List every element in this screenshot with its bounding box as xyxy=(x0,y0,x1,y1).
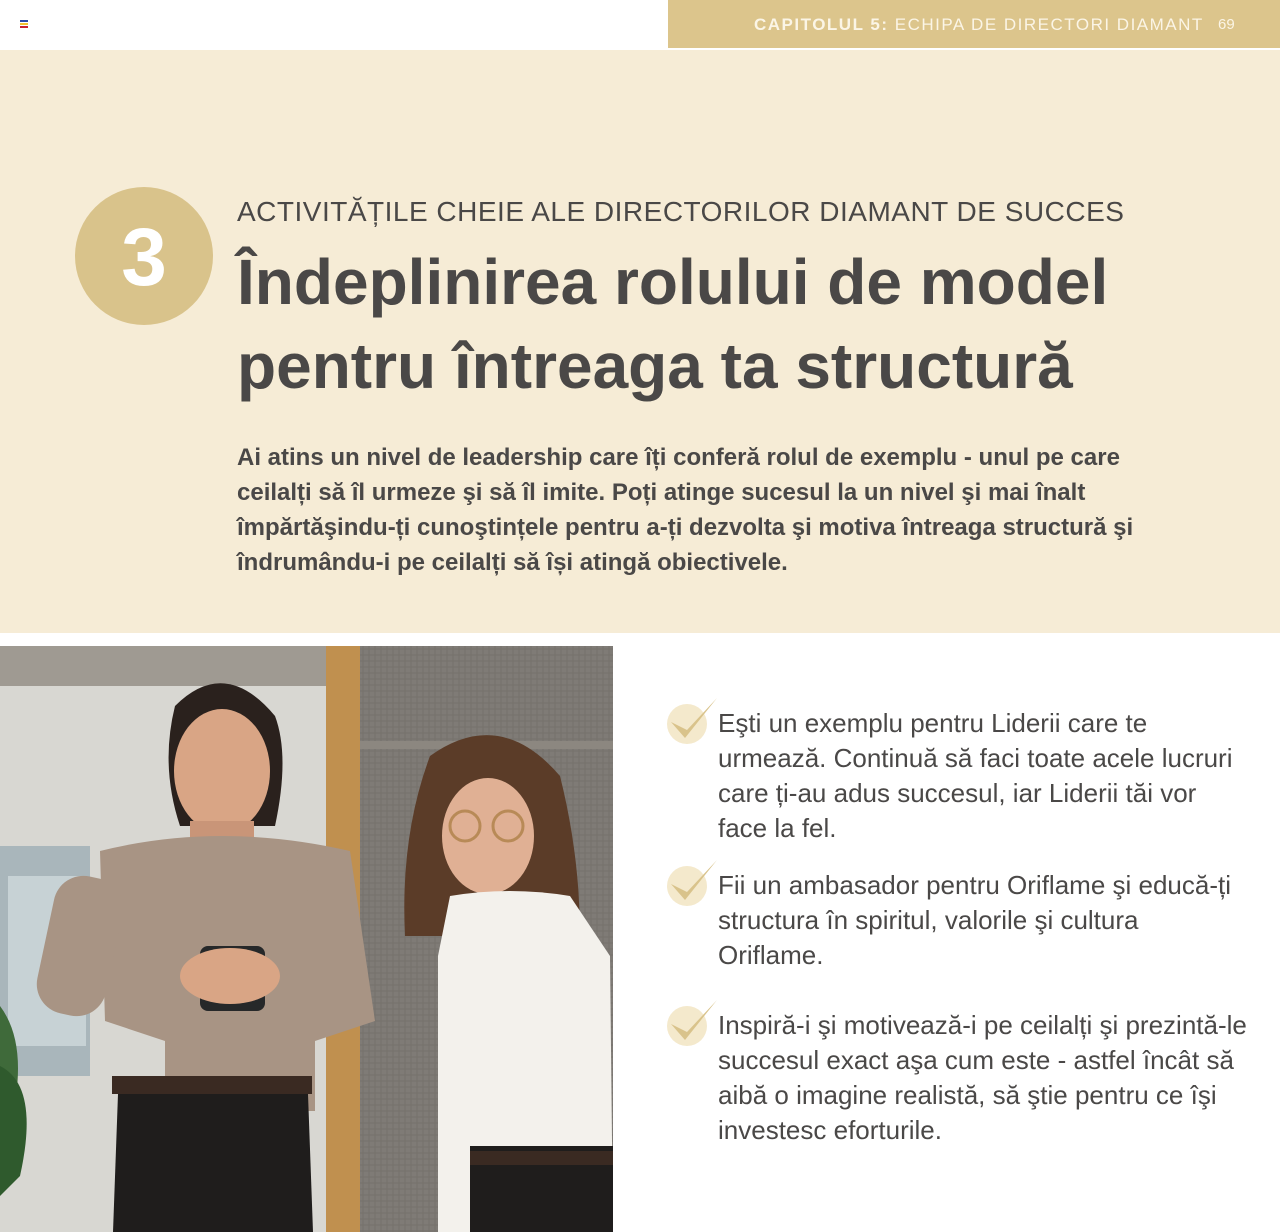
page-number: 69 xyxy=(1218,16,1235,33)
bullet-text: Inspiră-i şi motivează-i pe ceilalți şi prezintă-le succesul exact aşa cum este - astfel încât să aibă o imagine realistă, să ştie pentru ce îşi investesc eforturile. xyxy=(718,1010,1247,1145)
lead-paragraph: Ai atins un nivel de leadership care îți conferă rolul de exemplu - unul pe care ceilalți să îl urmeze şi să îl imite. Poți atinge sucesul la un nivel şi mai înalt împărtăşindu-ți cunoştințele pentru a-ți dezvolta şi motiva întreaga structură şi îndrumându-i pe ceilalți să își atingă obiectivele. xyxy=(237,444,1134,576)
bullet-text: Eşti un exemplu pentru Liderii care te urmează. Continuă să faci toate acele lucruri care ți-au adus succesul, iar Liderii tăi vor face la fel. xyxy=(718,708,1233,843)
checkmark-icon xyxy=(665,858,721,910)
chapter-label: CAPITOLUL 5: xyxy=(754,15,889,34)
chapter-banner xyxy=(668,0,1280,48)
checkmark-icon xyxy=(665,696,721,748)
checkmark-icon xyxy=(665,998,721,1050)
step-number: 3 xyxy=(121,212,167,303)
title-line-1: Îndeplinirea rolului de model xyxy=(237,246,1109,318)
title-line-2: pentru întreaga ta structură xyxy=(237,330,1073,402)
chapter-name: ECHIPA DE DIRECTORI DIAMANT xyxy=(894,15,1204,34)
top-bar xyxy=(0,0,1280,48)
page-title xyxy=(237,240,1237,408)
bullet-text: Fii un ambasador pentru Oriflame şi educă-ți structura în spiritul, valorile şi cultura Oriflame. xyxy=(718,870,1232,970)
chapter-title xyxy=(754,15,1204,35)
women-photo xyxy=(0,646,613,1232)
step-badge xyxy=(75,187,213,325)
section-kicker: ACTIVITĂȚILE CHEIE ALE DIRECTORILOR DIAMANT DE SUCCES xyxy=(237,196,1125,227)
flag-icon xyxy=(20,20,28,27)
hero-section xyxy=(0,50,1280,633)
